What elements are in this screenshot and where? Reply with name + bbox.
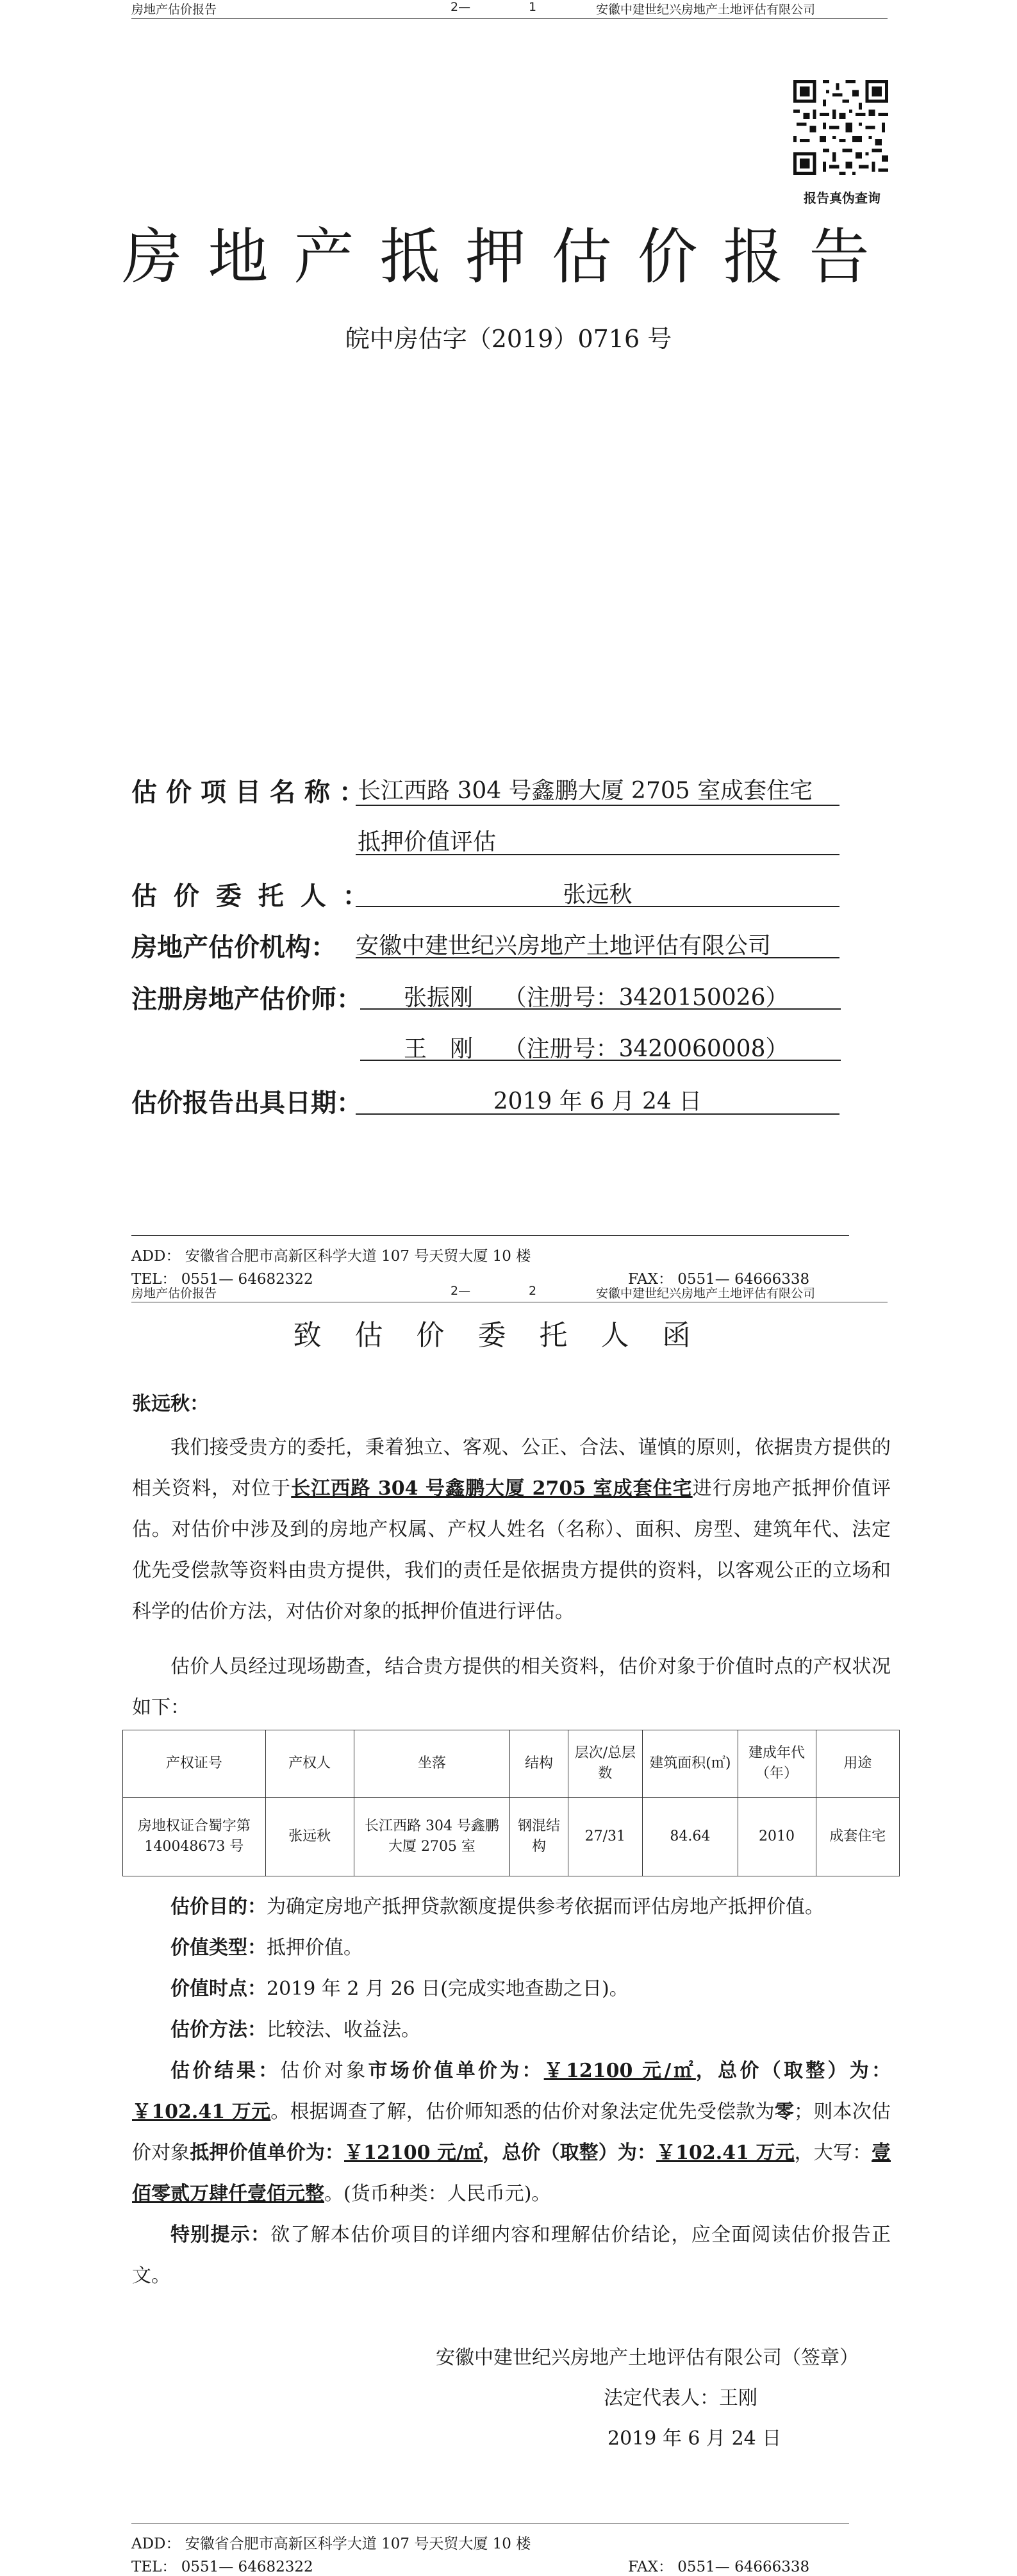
table-cell: 长江西路 304 号鑫鹏大厦 2705 室 xyxy=(354,1798,510,1876)
table-row xyxy=(123,1798,900,1876)
appraiser-1-underline xyxy=(360,1008,841,1010)
property-table xyxy=(122,1730,900,1876)
project-underline-2 xyxy=(356,854,839,855)
table-cell: 2010 xyxy=(738,1798,816,1876)
project-name-value-line2: 抵押价值评估 xyxy=(358,829,497,855)
table-header-cell: 建成年代（年） xyxy=(738,1730,816,1798)
report-date-underline xyxy=(356,1113,839,1115)
special-note: 特别提示：欲了解本估价项目的详细内容和理解估价结论，应全面阅读估价报告正文。 xyxy=(132,2224,891,2287)
footer-tel: TEL： 0551— 64682322 xyxy=(131,2559,313,2575)
signature-date: 2019 年 6 月 24 日 xyxy=(608,2427,782,2450)
document-number: 皖中房估字（2019）0716 号 xyxy=(345,325,672,353)
table-cell: 房地权证合蜀字第 140048673 号 xyxy=(123,1798,266,1876)
project-underline-1 xyxy=(356,805,839,806)
page-header-right: 安徽中建世纪兴房地产土地评估有限公司 xyxy=(596,1286,816,1300)
page-header-mid: 2— xyxy=(451,1284,471,1298)
footer-tel: TEL： 0551— 64682322 xyxy=(131,1271,313,1288)
client-value: 张远秋 xyxy=(563,882,633,908)
agency-value: 安徽中建世纪兴房地产土地评估有限公司 xyxy=(356,933,772,959)
report-date-label: 估价报告出具日期： xyxy=(131,1088,362,1118)
table-header-cell: 用途 xyxy=(816,1730,899,1798)
signature-representative: 法定代表人：王刚 xyxy=(604,2387,757,2409)
page-header-number: 1 xyxy=(529,0,537,14)
table-header-cell: 产权证号 xyxy=(123,1730,266,1798)
footer-address: ADD： 安徽省合肥市高新区科学大道 107 号天贸大厦 10 楼 xyxy=(131,2536,531,2552)
footer-rule xyxy=(131,1235,849,1236)
header-rule xyxy=(131,18,888,19)
table-header-cell: 结构 xyxy=(510,1730,568,1798)
footer-fax: FAX： 0551— 64666338 xyxy=(628,1271,810,1288)
agency-underline xyxy=(356,957,839,958)
table-cell: 成套住宅 xyxy=(816,1798,899,1876)
qr-code-icon[interactable] xyxy=(793,80,888,175)
status-paragraph: 估价人员经过现场勘查，结合贵方提供的相关资料，估价对象于价值时点的产权状况如下： xyxy=(132,1655,891,1719)
table-cell: 张远秋 xyxy=(265,1798,354,1876)
project-name-value-line1: 长江西路 304 号鑫鹏大厦 2705 室成套住宅 xyxy=(358,778,813,804)
appraiser-label: 注册房地产估价师： xyxy=(131,984,362,1014)
qr-caption: 报告真伪查询 xyxy=(804,190,881,206)
appraiser-2-underline xyxy=(360,1060,841,1061)
page-header-mid: 2— xyxy=(451,0,471,14)
page-header-number: 2 xyxy=(529,1284,537,1298)
result-paragraph: 估价结果：估价对象市场价值单价为：￥12100 元/㎡，总价（取整）为：￥102.41 万元。根据调查了解，估价师知悉的估价对象法定优先受偿款为零；则本次估价对象抵押价值单价为：￥12100 元/㎡，总价（取整）为：￥102.41 万元，大写：壹佰零贰万肆仟壹佰元整。(货币种类：人民币元)。 xyxy=(132,2060,891,2205)
table-header-cell: 建筑面积(㎡) xyxy=(643,1730,738,1798)
property-address: 长江西路 304 号鑫鹏大厦 2705 室成套住宅 xyxy=(291,1477,693,1500)
value-type-line: 价值类型：抵押价值。 xyxy=(170,1937,363,1959)
page-header-left: 房地产估价报告 xyxy=(131,3,217,17)
footer-address: ADD： 安徽省合肥市高新区科学大道 107 号天贸大厦 10 楼 xyxy=(131,1248,531,1265)
method-line: 估价方法：比较法、收益法。 xyxy=(170,2019,420,2041)
project-name-label: 估价项目名称： xyxy=(131,777,374,807)
appraiser-2-value: 王 刚 （注册号：3420060008） xyxy=(404,1036,789,1062)
signature-company: 安徽中建世纪兴房地产土地评估有限公司（签章） xyxy=(436,2347,859,2369)
report-date-value: 2019 年 6 月 24 日 xyxy=(493,1088,702,1115)
appraiser-1-value: 张振刚 （注册号：3420150026） xyxy=(404,985,789,1011)
table-cell: 钢混结构 xyxy=(510,1798,568,1876)
letter-title: 致估价委托人函 xyxy=(293,1319,724,1352)
footer-fax: FAX： 0551— 64666338 xyxy=(628,2559,810,2575)
salutation: 张远秋： xyxy=(132,1393,209,1415)
table-cell: 84.64 xyxy=(643,1798,738,1876)
table-cell: 27/31 xyxy=(568,1798,643,1876)
table-header-row xyxy=(123,1730,900,1798)
table-header-cell: 层次/总层数 xyxy=(568,1730,643,1798)
table-header-cell: 产权人 xyxy=(265,1730,354,1798)
intro-paragraph: 我们接受贵方的委托，秉着独立、客观、公正、合法、谨慎的原则，依据贵方提供的相关资料，对位于长江西路 304 号鑫鹏大厦 2705 室成套住宅进行房地产抵押价值评估。对估价中涉及到的房地产权属、产权人姓名（名称）、面积、房型、建筑年代、法定优先受偿款等资料由贵方提供，我们的责任是依据贵方提供的资料，以客观公正的立场和科学的估价方法，对估价对象的抵押价值进行评估。 xyxy=(132,1436,891,1623)
client-underline xyxy=(356,906,839,907)
page-header-left: 房地产估价报告 xyxy=(131,1286,217,1300)
report-title: 房地产抵押估价报告 xyxy=(122,222,895,292)
client-label: 估 价 委 托 人 ： xyxy=(131,881,372,911)
page-header-right: 安徽中建世纪兴房地产土地评估有限公司 xyxy=(596,3,816,17)
purpose-line: 估价目的：为确定房地产抵押贷款额度提供参考依据而评估房地产抵押价值。 xyxy=(170,1896,824,1918)
table-header-cell: 坐落 xyxy=(354,1730,510,1798)
value-time-line: 价值时点：2019 年 2 月 26 日(完成实地查勘之日)。 xyxy=(170,1978,629,2000)
agency-label: 房地产估价机构： xyxy=(131,932,336,962)
